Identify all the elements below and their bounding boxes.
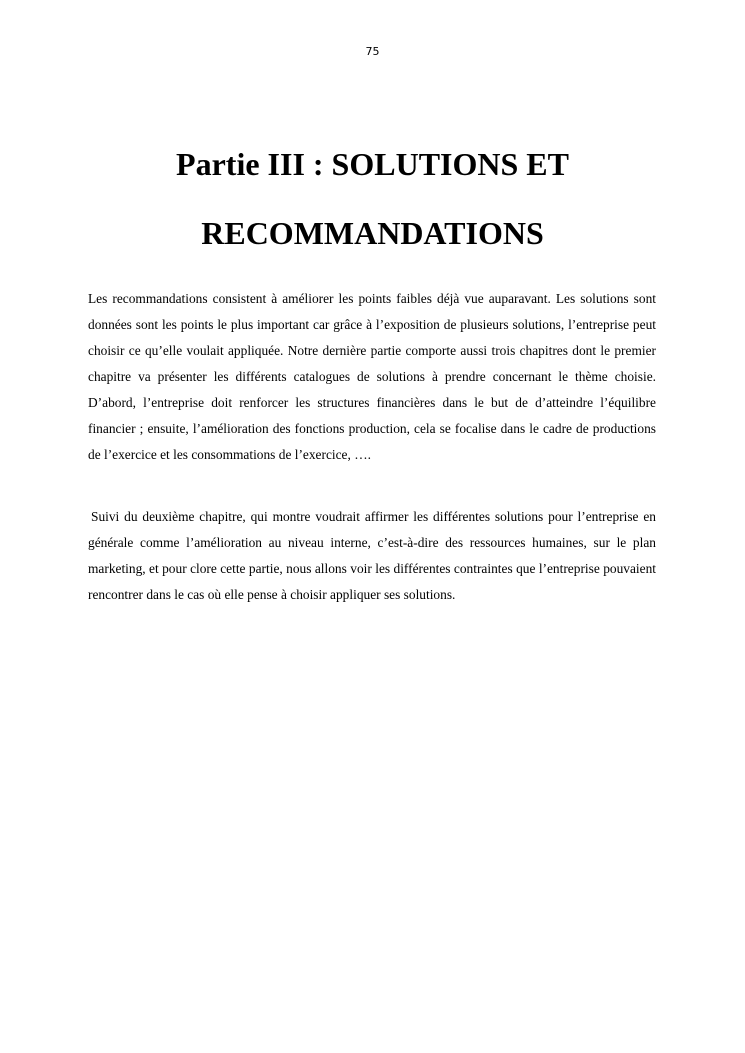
intro-paragraph: Les recommandations consistent à améliorer les points faibles déjà vue auparavant. Les solutions sont données sont les points le plus important car grâce à l’exposition de plusieurs solutions, l’entreprise peut choisir ce qu’elle voulait appliquée. Notre dernière partie comporte aussi trois chapitres dont le premier chapitre va présenter les différents catalogues de solutions à prendre concernant le thème choisie. D’abord, l’entreprise doit renforcer les structures financières dans le but de d’atteindre l’équilibre financier ; ensuite, l’amélioration des fonctions production, cela se focalise dans le cadre de productions de l’exercice et les consommations de l’exercice, …. xyxy=(88,291,656,462)
second-paragraph: Suivi du deuxième chapitre, qui montre voudrait affirmer les différentes solutions pour l’entreprise en générale comme l’amélioration au niveau interne, c’est-à-dire des ressources humaines, sur le plan marketing, et pour clore cette partie, nous allons voir les différentes contraintes que l’entreprise pouvaient rencontrer dans le cas où elle pense à choisir appliquer ses solutions. xyxy=(88,509,656,602)
part-title-line-2: RECOMMANDATIONS xyxy=(201,215,544,251)
part-title-line-1: Partie III : SOLUTIONS ET xyxy=(176,146,569,182)
page-number: 75 xyxy=(365,45,380,58)
